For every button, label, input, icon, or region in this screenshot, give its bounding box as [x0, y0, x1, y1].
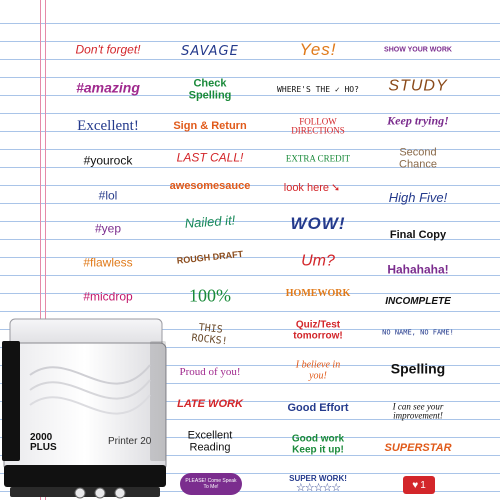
stamp-wow: WOW! — [290, 214, 346, 234]
stamp-yes: Yes! — [299, 40, 337, 60]
stamp-second-chance: Second Chance — [399, 146, 437, 170]
stamp-study: STUDY — [388, 77, 448, 95]
stamp-brand: 2000 PLUS — [30, 432, 57, 453]
stamp-no-name-no-fame: NO NAME, NO FAME! — [382, 328, 454, 337]
stamp-lol: #lol — [98, 188, 118, 203]
stamp-device-graphic — [0, 315, 170, 500]
stamp-superstar: SUPERSTAR — [384, 442, 452, 455]
stamp-super-work — [285, 474, 351, 494]
stamp-high-five: High Five! — [388, 190, 448, 206]
stamp-like-count: 1 — [420, 479, 426, 491]
star-icons: ☆☆☆☆☆ — [295, 482, 341, 494]
stamp-please-come-speak-label: PLEASE! Come Speak To Me! — [185, 478, 237, 490]
stamp-look-here-label: look here — [283, 182, 330, 195]
stamp-good-effort: Good Effort — [287, 402, 349, 415]
stamp-savage: SAVAGE — [181, 44, 239, 60]
stamp-look-here — [284, 183, 340, 195]
stamp-i-believe: I believe in you! — [295, 359, 341, 381]
stamp-incomplete: INCOMPLETE — [385, 295, 451, 307]
stamp-hahahaha: Hahahaha! — [387, 262, 449, 277]
stamp-100-percent: 100% — [189, 285, 231, 306]
stamp-this-rocks: THIS ROCKS! — [190, 322, 229, 347]
stamp-late-work: LATE WORK — [177, 398, 243, 411]
stamp-awesomesauce: awesomesauce — [169, 180, 251, 193]
stamp-model: Printer 20 — [108, 436, 152, 447]
stamp-keep-trying: Keep trying! — [387, 113, 449, 128]
stamp-homework: HOMEWORK — [285, 287, 351, 299]
stamp-follow-directions: FOLLOW DIRECTIONS — [291, 116, 345, 136]
stamp-extra-credit: EXTRA CREDIT — [285, 153, 351, 164]
stamp-um: Um? — [301, 252, 335, 270]
stamp-excellent-reading: Excellent Reading — [187, 429, 233, 453]
stamp-super-work-label: SUPER WORK! — [289, 474, 347, 483]
stamp-flawless: #flawless — [83, 255, 133, 270]
stamp-show-your-work: SHOW YOUR WORK — [384, 46, 452, 54]
stamp-last-call: LAST CALL! — [176, 150, 244, 165]
stamp-yourock: #yourock — [83, 153, 133, 168]
stamp-dont-forget: Don't forget! — [75, 42, 141, 57]
stamp-yep: #yep — [94, 221, 122, 236]
stamp-good-work: Good work Keep it up! — [291, 433, 345, 455]
heart-icon: ♥ — [412, 479, 419, 491]
stamp-micdrop: #micdrop — [83, 289, 133, 304]
stamp-amazing: #amazing — [76, 79, 140, 96]
stamp-proud-of-you: Proud of you! — [179, 366, 241, 379]
stamp-nailed-it: Nailed it! — [184, 212, 236, 231]
stamp-sign-return: Sign & Return — [173, 120, 247, 133]
stamp-wheres-the-ho: WHERE'S THE ✓ HO? — [277, 84, 359, 94]
stamp-rough-draft: ROUGH DRAFT — [176, 248, 244, 266]
stamp-final-copy: Final Copy — [389, 229, 447, 242]
arrow-icon: ➘ — [331, 182, 341, 195]
stamp-please-come-speak — [180, 473, 242, 495]
stamp-excellent: Excellent! — [77, 118, 139, 135]
stamp-like-heart — [403, 476, 435, 494]
stamp-check-spelling: Check Spelling — [188, 77, 232, 101]
stamp-improvement: I can see your improvement! — [392, 401, 444, 421]
self-inking-stamp — [0, 315, 170, 500]
stamp-spelling: Spelling — [390, 360, 446, 377]
stamp-quiz-test: Quiz/Test tomorrow! — [293, 319, 343, 341]
